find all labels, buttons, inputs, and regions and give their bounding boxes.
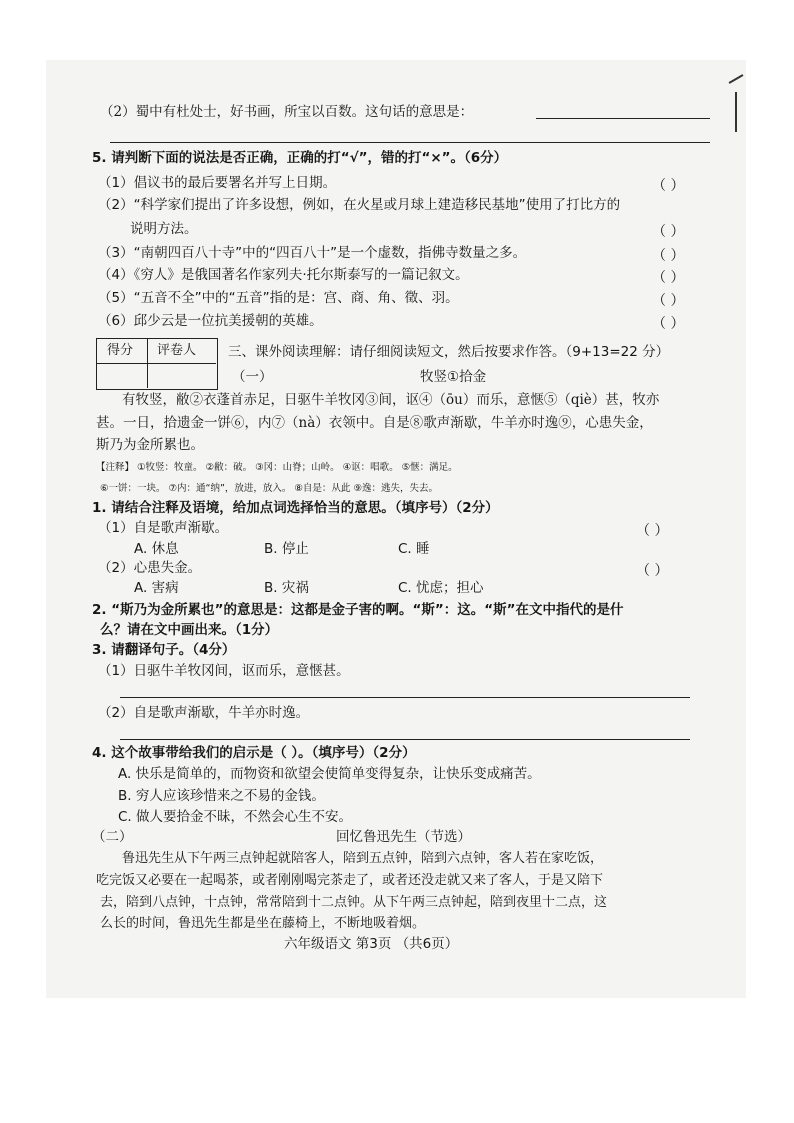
passage1-line: 斯乃为金所累也。 (96, 437, 204, 453)
passage2-line: 鲁迅先生从下午两三点钟起就陪客人，陪到五点钟，陪到六点钟，客人若在家吃饭， (122, 851, 604, 866)
part2-title: 回忆鲁迅先生（节选） (336, 829, 471, 845)
q5-item: （2）“科学家们提出了许多设想，例如，在火星或月球上建造移民基地”使用了打比方的 (98, 197, 621, 213)
option: A. 害病 (134, 580, 179, 596)
part2-label: （二） (92, 829, 133, 845)
answer-paren[interactable]: （ ） (652, 270, 685, 286)
q3-sub: （1）日驱牛羊牧冈间，讴而乐，意惬甚。 (98, 663, 350, 679)
q4-2-text: （2）蜀中有杜处士，好书画，所宝以百数。这句话的意思是： (100, 104, 474, 120)
q4-title: 4. 这个故事带给我们的启示是（ ）。（填序号）（2分） (92, 745, 416, 761)
option: C. 睡 (398, 541, 430, 557)
answer-paren[interactable]: （ ） (652, 248, 685, 264)
answer-line[interactable] (120, 697, 690, 698)
q5-item: （4）《穷人》是俄国著名作家列夫·托尔斯泰写的一篇记叙文。 (98, 267, 469, 283)
answer-line[interactable] (110, 142, 710, 143)
score-cell[interactable] (97, 363, 148, 388)
q2-line: 么？请在文中画出来。（1分） (100, 622, 279, 638)
option: A. 快乐是简单的，而物资和欲望会使简单变得复杂，让快乐变成痛苦。 (118, 766, 541, 782)
answer-paren[interactable]: （ ） (636, 523, 669, 539)
q1-title: 1. 请结合注释及语境，给加点词选择恰当的意思。（填序号）（2分） (92, 500, 499, 516)
passage1-line: 甚。一日，拾遗金一饼⑥，内⑦（nà）衣领中。自是⑧歌声渐歇，牛羊亦时逸⑨，心患失金， (96, 415, 653, 431)
passage2-line: 去，陪到八点钟，十点钟，常常陪到十二点钟。从下午两三点钟起，陪到夜里十二点，这 (100, 895, 608, 910)
q5-item: （3）“南朝四百八十寺”中的“四百八十”是一个虚数，指佛寺数量之多。 (98, 245, 527, 261)
notes-line: 【注释】 ①牧竖：牧童。 ②敝：破。 ③冈：山脊；山岭。 ④讴：唱歌。 ⑤惬：满足。 (96, 462, 458, 473)
option: C. 忧虑；担心 (398, 580, 484, 596)
notes-line: ⑥一饼：一块。 ⑦内：通“纳”，放进，放入。 ⑧自是：从此 ⑨逸：逃失，失去。 (100, 483, 438, 494)
answer-paren[interactable]: （ ） (652, 224, 685, 240)
scan-mark (735, 92, 737, 132)
q1-sub: （1）自是歌声渐歇。 (98, 520, 229, 536)
passage2-line: 吃完饭又必要在一起喝茶，或者刚刚喝完茶走了，或者还没走就又来了客人，于是又陪下 (96, 873, 604, 888)
page-footer: 六年级语文 第3页 （共6页） (284, 936, 459, 952)
q3-sub: （2）自是歌声渐歇，牛羊亦时逸。 (98, 705, 310, 721)
option: B. 停止 (264, 541, 309, 557)
q5-item: （1）倡议书的最后要署名并写上日期。 (98, 175, 337, 191)
section3-title: 三、课外阅读理解：请仔细阅读短文，然后按要求作答。（9+13=22 分） (228, 344, 670, 360)
score-table (96, 338, 218, 390)
option: B. 穷人应该珍惜来之不易的金钱。 (118, 788, 325, 804)
answer-line[interactable] (120, 739, 690, 740)
q3-title: 3. 请翻译句子。（4分） (92, 642, 236, 658)
q2-line: 2. “斯乃为金所累也”的意思是：这都是金子害的啊。“斯”：这。“斯”在文中指代的是什 (92, 602, 624, 618)
option: A. 休息 (134, 541, 179, 557)
score-header: 得分 (107, 343, 134, 358)
reviewer-header: 评卷人 (157, 343, 197, 358)
answer-line[interactable] (536, 118, 710, 119)
q1-sub: （2）心患失金。 (98, 560, 202, 576)
part1-label: （一） (232, 369, 273, 385)
option: C. 做人要拾金不昧，不然会心生不安。 (118, 809, 353, 825)
answer-paren[interactable]: （ ） (652, 316, 685, 332)
answer-paren[interactable]: （ ） (636, 563, 669, 579)
q5-item: （5）“五音不全”中的“五音”指的是：宫、商、角、徵、羽。 (98, 290, 459, 306)
passage2-line: 么长的时间，鲁迅先生都是坐在藤椅上，不断地吸着烟。 (100, 916, 426, 931)
passage1-line: 有牧竖，敝②衣蓬首赤足，日驱牛羊牧冈③间，讴④（ōu）而乐，意惬⑤（qiè）甚，牧亦 (122, 392, 660, 408)
q5-item-cont: 说明方法。 (130, 221, 198, 237)
option: B. 灾祸 (264, 580, 309, 596)
part1-title: 牧竖①拾金 (420, 369, 487, 385)
answer-paren[interactable]: （ ） (652, 178, 685, 194)
q5-item: （6）邱少云是一位抗美援朝的英雄。 (98, 313, 323, 329)
q5-title: 5. 请判断下面的说法是否正确，正确的打“√”，错的打“×”。（6分） (92, 150, 508, 166)
answer-paren[interactable]: （ ） (652, 293, 685, 309)
